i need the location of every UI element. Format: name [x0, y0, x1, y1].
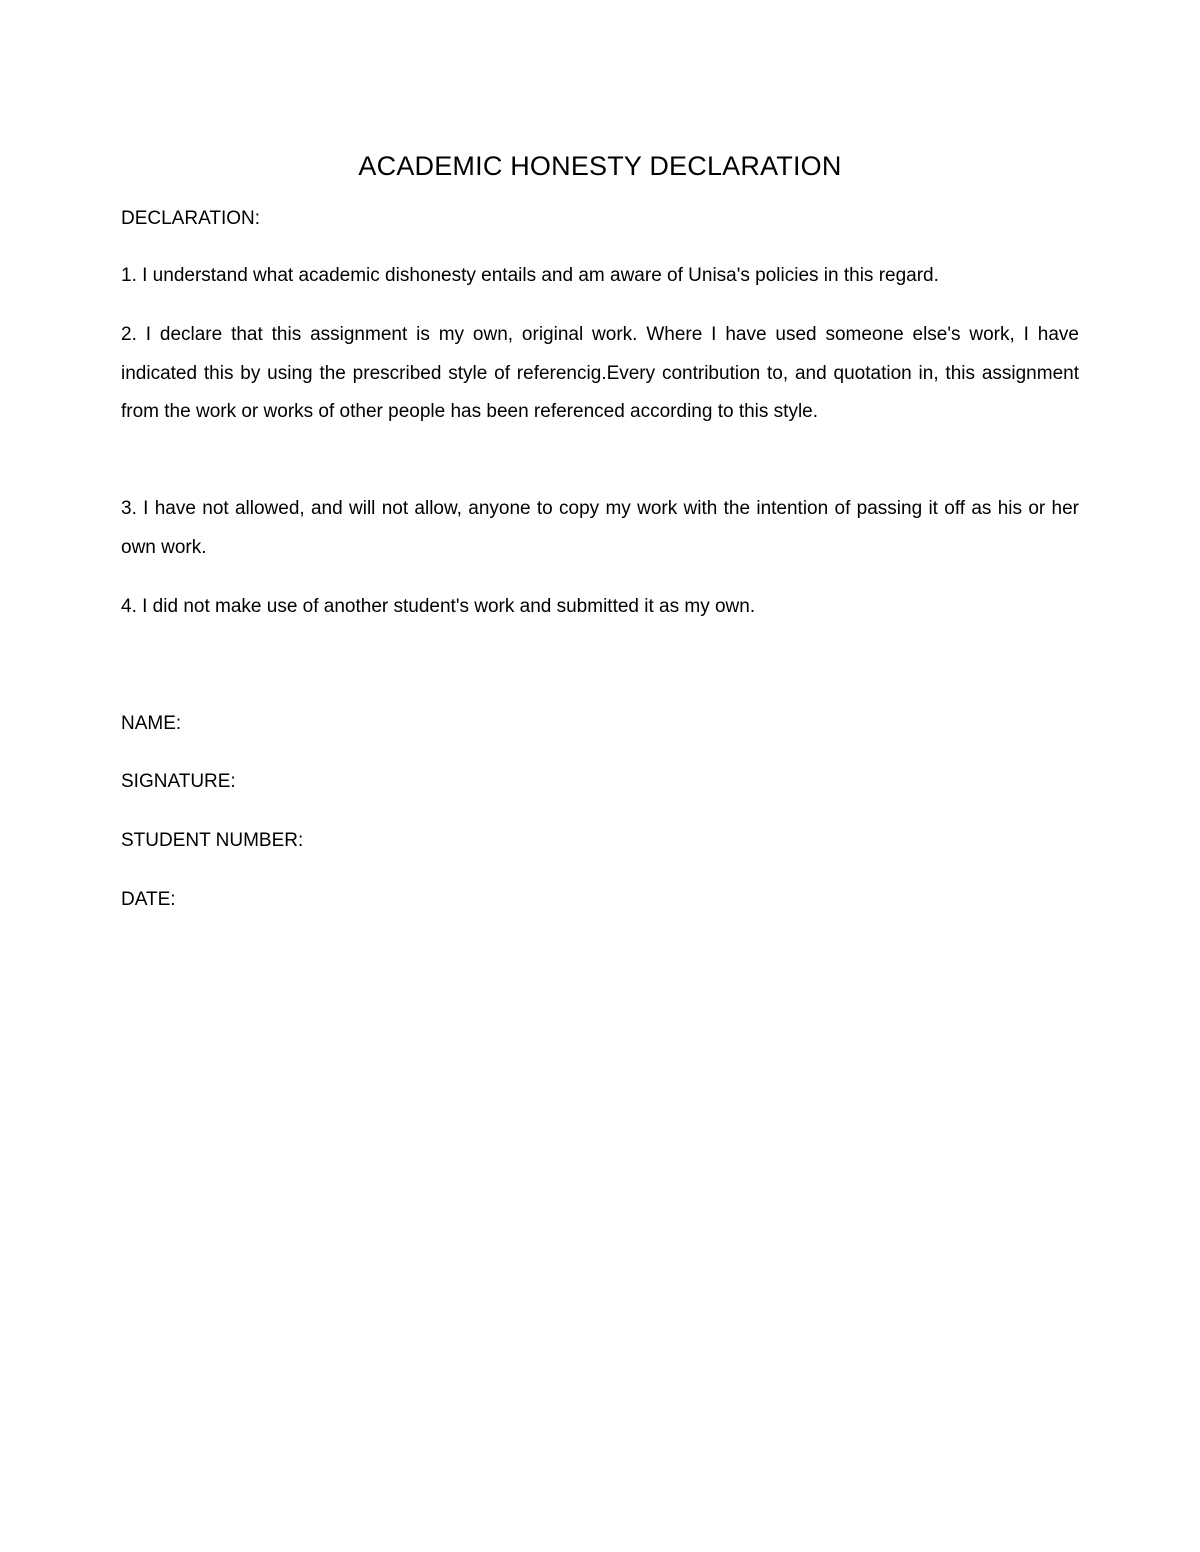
document-title: ACADEMIC HONESTY DECLARATION [358, 151, 842, 181]
student-number-field-label: STUDENT NUMBER: [121, 830, 304, 851]
signature-field-label: SIGNATURE: [121, 771, 236, 792]
declaration-label: DECLARATION: [121, 208, 261, 229]
declaration-item-3: 3. I have not allowed, and will not allow, anyone to copy my work with the intention of passing it off as his or her own work. [121, 498, 1079, 558]
date-field-label: DATE: [121, 889, 176, 910]
declaration-item-4: 4. I did not make use of another student's work and submitted it as my own. [121, 596, 756, 617]
name-field-label: NAME: [121, 713, 182, 734]
declaration-item-1: 1. I understand what academic dishonesty entails and am aware of Unisa's policies in this regard. [121, 265, 939, 286]
declaration-item-2: 2. I declare that this assignment is my own, original work. Where I have used someone else's work, I have indicated this by using the prescribed style of referencig.Every contribution to, and quotation in, this assignment from the work or works of other people has been referenced according to this style. [121, 324, 1079, 422]
